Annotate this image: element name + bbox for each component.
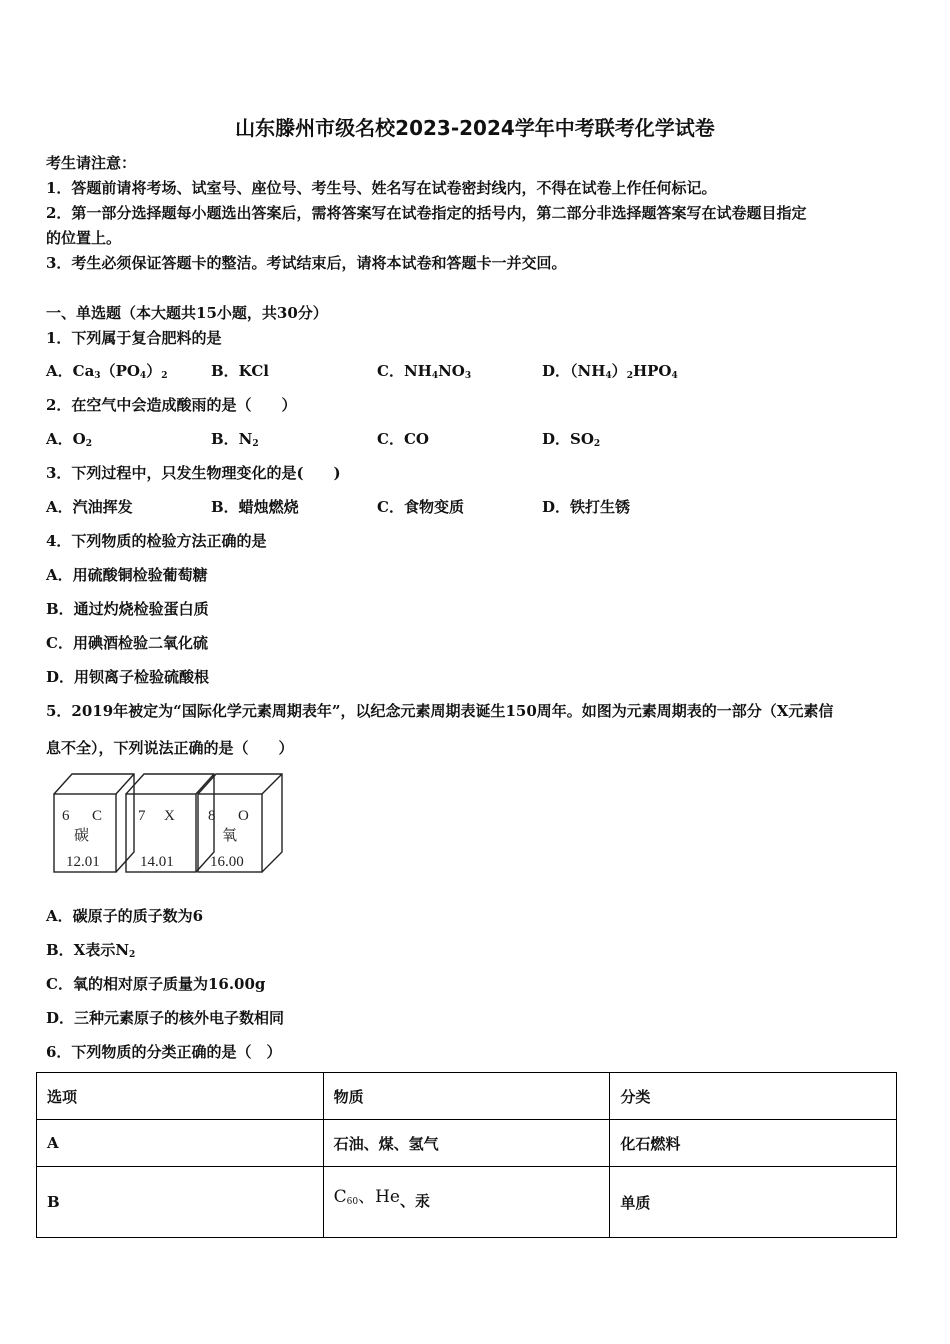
classification-table [36,1072,897,1238]
periodic-table-figure [52,772,287,874]
q5-option-a: A．碳原子的质子数为6 [46,907,204,925]
element-name: 碳 [74,828,90,844]
q5-option-d: D．三种元素原子的核外电子数相同 [46,1009,285,1027]
q3-option-b: B．蜡烛燃烧 [211,498,299,516]
q5-option-b: B．X表示$N_2$ [46,941,136,960]
q3-option-c: C．食物变质 [377,498,464,516]
q2-option-b: B．$N_2$ [211,430,259,449]
q4-option-c: C．用碘酒检验二氧化硫 [46,634,208,652]
table-header-row [37,1073,897,1120]
q2-option-c: C．CO [377,430,429,448]
q1-option-a: A．$Ca_3(PO_4)_2$ [46,362,168,381]
question-2-stem: 2．在空气中会造成酸雨的是（ ） [46,396,297,414]
element-number: 6 [62,808,70,824]
notice-item: 1．答题前请将考场、试室号、座位号、考生号、姓名写在试卷密封线内，不得在试卷上作任何标记。 [46,179,717,197]
table-cell: B [37,1167,324,1238]
table-row [37,1120,897,1167]
section-heading: 一、单选题（本大题共15小题，共30分） [46,304,328,322]
q2-option-d: D．$SO_2$ [542,430,601,449]
notice-item: 2．第一部分选择题每小题选出答案后，需将答案写在试卷指定的括号内，第二部分非选择题答案写在试卷题目指定 [46,204,807,222]
question-3-stem: 3．下列过程中，只发生物理变化的是( ) [46,464,341,482]
question-5-stem-cont: 息不全），下列说法正确的是（ ） [46,739,294,757]
q1-option-c: C．$NH_4NO_3$ [377,362,472,381]
table-cell: 单质 [610,1167,897,1238]
element-number: 8 [208,808,216,824]
table-header: 物质 [323,1073,610,1120]
element-number: 7 [138,808,146,824]
element-mass: 16.00 [210,854,244,870]
element-mass: 14.01 [140,854,174,870]
substances-b: $C_{60}$、He [333,1186,400,1207]
q4-option-d: D．用钡离子检验硫酸根 [46,668,210,686]
element-symbol: O [238,808,249,824]
notice-item: 的位置上。 [46,229,122,247]
q3-option-a: A．汽油挥发 [46,498,133,516]
element-mass: 12.01 [66,854,100,870]
question-6-stem: 6．下列物质的分类正确的是（ ） [46,1043,282,1061]
table-header: 选项 [37,1073,324,1120]
table-cell: 石油、煤、氢气 [323,1120,610,1167]
table-cell: $C_{60}$、He、汞 [323,1167,610,1238]
q1-option-d: D．$(NH_4)_2HPO_4$ [542,362,678,381]
exam-title: 山东滕州市级名校2023-2024学年中考联考化学试卷 [235,116,715,140]
question-5-stem: 5．2019年被定为“国际化学元素周期表年”，以纪念元素周期表诞生150周年。如图为元素周期表的一部分（X元素信 [46,702,834,720]
q3-option-d: D．铁打生锈 [542,498,631,516]
table-cell: 化石燃料 [610,1120,897,1167]
question-4-stem: 4．下列物质的检验方法正确的是 [46,532,267,550]
notice-item: 3．考生必须保证答题卡的整洁。考试结束后，请将本试卷和答题卡一并交回。 [46,254,567,272]
table-header: 分类 [610,1073,897,1120]
q1-option-b: B．KCl [211,362,269,380]
question-1-stem: 1．下列属于复合肥料的是 [46,329,222,347]
element-symbol: C [92,808,103,824]
q2-option-a: A．$O_2$ [46,430,92,449]
table-row [37,1167,897,1238]
q5-option-c: C．氧的相对原子质量为16.00g [46,975,266,993]
q4-option-b: B．通过灼烧检验蛋白质 [46,600,209,618]
q4-option-a: A．用硫酸铜检验葡萄糖 [46,566,208,584]
element-symbol: X [164,808,175,824]
notice-heading: 考生请注意： [46,154,137,172]
table-cell: A [37,1120,324,1167]
element-name: 氧 [222,828,238,844]
